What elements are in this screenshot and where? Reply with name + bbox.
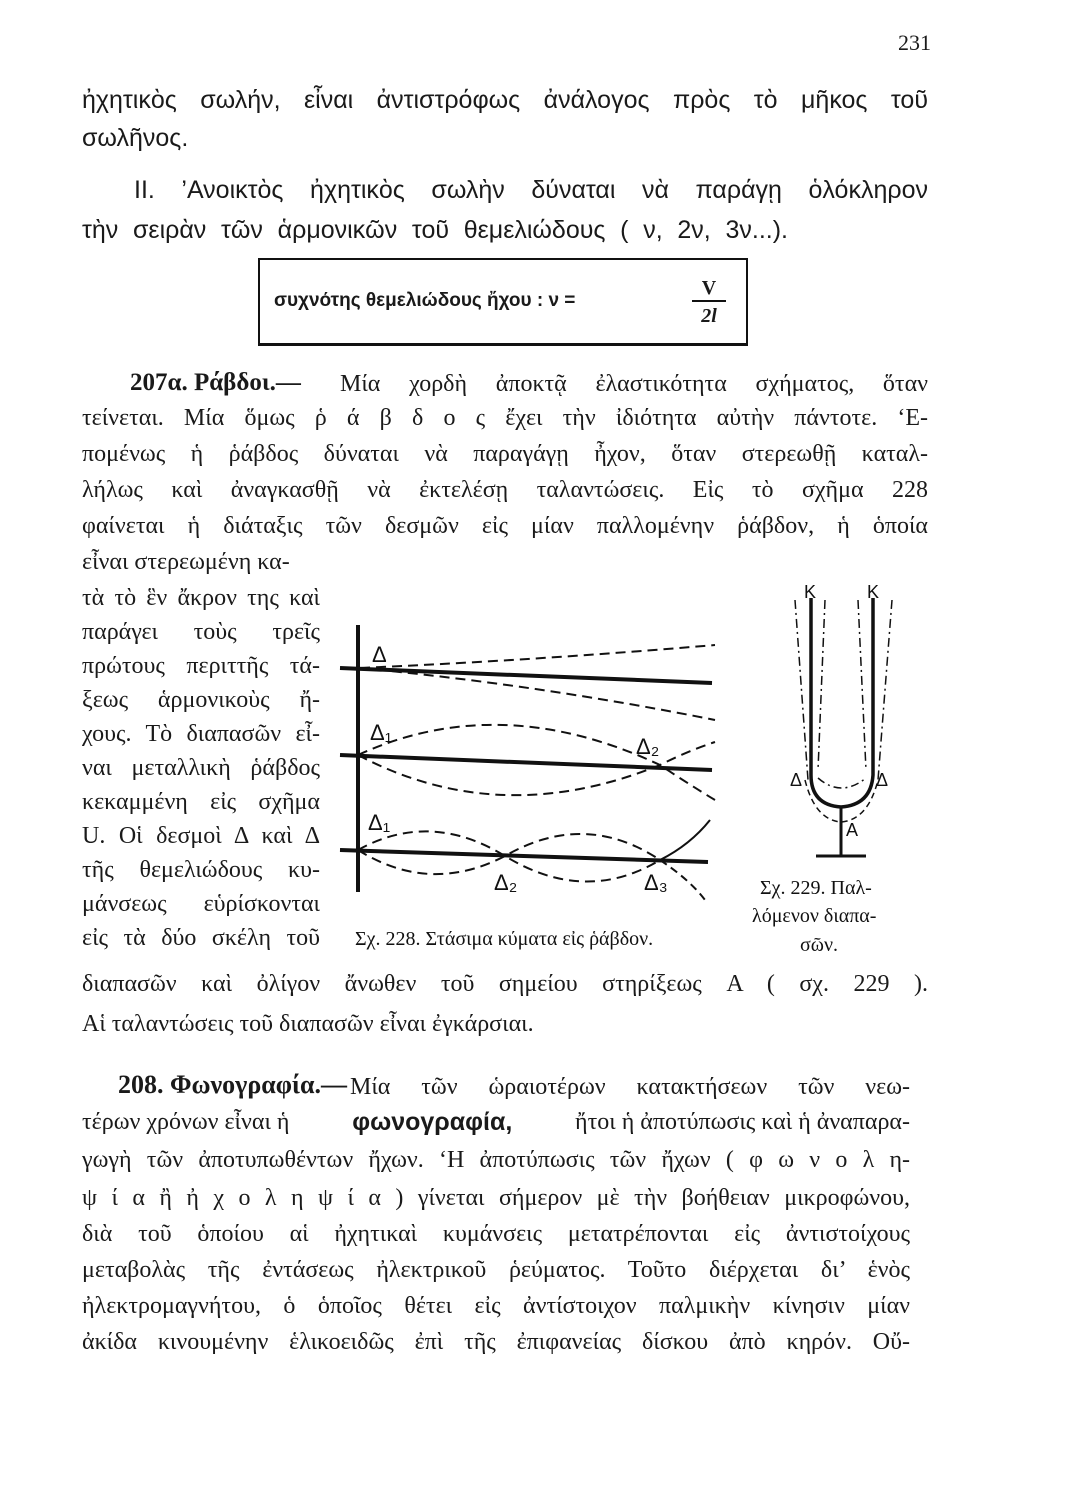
text-line: ναι μεταλλικὴ ῥάβδος: [82, 755, 320, 781]
bold-term: φωνογραφία,: [352, 1108, 513, 1136]
text-line: κεκαμμένη εἰς σχῆμα: [82, 789, 320, 815]
section-heading-207a: 207α. Ράβδοι.—: [130, 369, 301, 396]
text-line: μάνσεως εὑρίσκονται: [82, 891, 320, 917]
text-line: Αἱ ταλαντώσεις τοῦ διαπασῶν εἶναι ἐγκάρσιαι.: [82, 1011, 534, 1037]
text-line: ξεως ἁρμονικοὺς ἤ-: [82, 687, 320, 713]
page-number: 231: [898, 30, 931, 55]
formula-denominator: 2l: [701, 305, 717, 327]
formula-label: συχνότης θεμελιώδους ἤχου : ν =: [274, 290, 576, 311]
text-line: U. Οἱ δεσμοὶ Δ καὶ Δ: [82, 823, 320, 849]
text-line: παράγει τοὺς τρεῖς: [82, 619, 320, 645]
section-heading-208: 208. Φωνογραφία.—: [118, 1070, 348, 1099]
text-line: ἠχητικὸς σωλήν, εἶναι ἀντιστρόφως ἀνάλογος πρὸς τὸ μῆκος τοῦ: [82, 86, 928, 114]
fork-label: K: [867, 582, 880, 602]
text-line: λήλως καὶ ἀναγκασθῇ νὰ ἐκτελέσῃ ταλαντώσεις. Εἰς τὸ σχῆμα 228: [82, 477, 928, 503]
fork-label: K: [804, 582, 817, 602]
figure-228-caption: Σχ. 228. Στάσιμα κύματα εἰς ῥάβδον.: [355, 928, 654, 950]
text-line: εἰς τὰ δύο σκέλη τοῦ: [82, 925, 320, 951]
figure-229-caption-line: σῶν.: [800, 934, 838, 956]
text-line: εἶναι στερεωμένη κα-: [82, 549, 290, 575]
text-line: Μία τῶν ὡραιοτέρων κατακτήσεων τῶν νεω-: [350, 1074, 910, 1100]
text-line: πομένως ἡ ῥάβδος δύναται νὰ παραγάγῃ ἦχον, ὅταν στερεωθῇ καταλ-: [82, 441, 928, 467]
text-line: τὴν σειρὰν τῶν ἁρμονικῶν τοῦ θεμελιώδους ( ν, 2ν, 3ν...).: [82, 216, 788, 244]
figure-229-caption-line: Σχ. 229. Παλ-: [760, 877, 872, 899]
text-line: τῆς θεμελιώδους κυ-: [82, 857, 320, 883]
figure-229-caption-line: λόμενον διαπα-: [752, 905, 877, 927]
fork-bottom-dashdot: [818, 778, 866, 788]
fork-label: A: [846, 820, 859, 840]
rod-3-end-up: [660, 820, 710, 860]
text-line: ἠλεκτρομαγνήτου, ὁ ὁποῖος θέτει εἰς ἀντίστοιχον παλμικὴν κίνησιν μίαν: [82, 1293, 910, 1319]
formula-numerator: V: [692, 276, 726, 302]
node-label: Δ₁: [370, 720, 393, 745]
text-line: γωγὴ τῶν ἀποτυπωθέντων ἤχων. ‘Η ἀποτύπωσις τῶν ἤχων ( φ ω ν ο λ η-: [82, 1147, 910, 1173]
text-line: ψ ί α ἢ ἠ χ ο λ η ψ ί α ) γίνεται σήμερον μὲ τὴν βοήθειαν μικροφώνου,: [82, 1185, 910, 1211]
node-label: Δ₂: [636, 734, 660, 759]
fork-label: Δ: [876, 770, 889, 790]
fork-label: Δ: [790, 770, 803, 790]
rod-1-upper-displacement: [360, 645, 715, 668]
node-label: Δ₃: [644, 870, 668, 895]
text-line: πρώτους περιττῆς τά-: [82, 653, 320, 679]
figure-228-rod-diagram: [340, 625, 715, 900]
text-segment: τέρων χρόνων εἶναι ἡ: [82, 1109, 290, 1135]
text-line: φαίνεται ἡ διάταξις τῶν δεσμῶν εἰς μίαν παλλομένην ῥάβδον, ἡ ὁποία: [82, 513, 928, 539]
node-label: Δ: [372, 642, 387, 667]
text-line: σωλῆνος.: [82, 124, 189, 152]
text-segment: ἤτοι ἡ ἀποτύπωσις καὶ ἡ ἀναπαρα-: [575, 1109, 910, 1135]
node-label: Δ₁: [368, 810, 391, 835]
text-line: διὰ τοῦ ὁποίου αἱ ἠχητικαὶ κυμάνσεις μετατρέπονται εἰς ἀντιστοίχους: [82, 1221, 910, 1247]
node-label: Δ₂: [494, 870, 518, 895]
text-line: Μία χορδὴ ἀποκτᾷ ἐλαστικότητα σχήματος, ὅταν: [340, 371, 928, 397]
rod-1: [340, 668, 712, 683]
text-line: τείνεται. Μία ὅμως ῥ ά β δ ο ς ἔχει τὴν ἰδιότητα αὐτὴν πάντοτε. ‘Ε-: [82, 405, 928, 431]
text-line: χους. Τὸ διαπασῶν εἶ-: [82, 721, 320, 747]
figure-229-tuning-fork: [795, 598, 892, 856]
text-line: τὰ τὸ ἓν ἄκρον της καὶ: [82, 585, 320, 611]
text-line: [82, 1110, 910, 1135]
text-line: διαπασῶν καὶ ὀλίγον ἄνωθεν τοῦ σημείου στηρίξεως A ( σχ. 229 ).: [82, 971, 928, 997]
text-line: μεταβολὰς τῆς ἐντάσεως ἠλεκτρικοῦ ῥεύματος. Τοῦτο διέρχεται δι’ ἑνὸς: [82, 1257, 910, 1283]
text-line: ἀκίδα κινουμένην ἑλικοειδῶς ἐπὶ τῆς ἐπιφανείας δίσκου ἀπὸ κηρόν. Οὔ-: [82, 1329, 910, 1355]
text-line: II. ’Ανοικτὸς ἠχητικὸς σωλὴν δύναται νὰ παράγῃ ὁλόκληρον: [134, 176, 928, 204]
